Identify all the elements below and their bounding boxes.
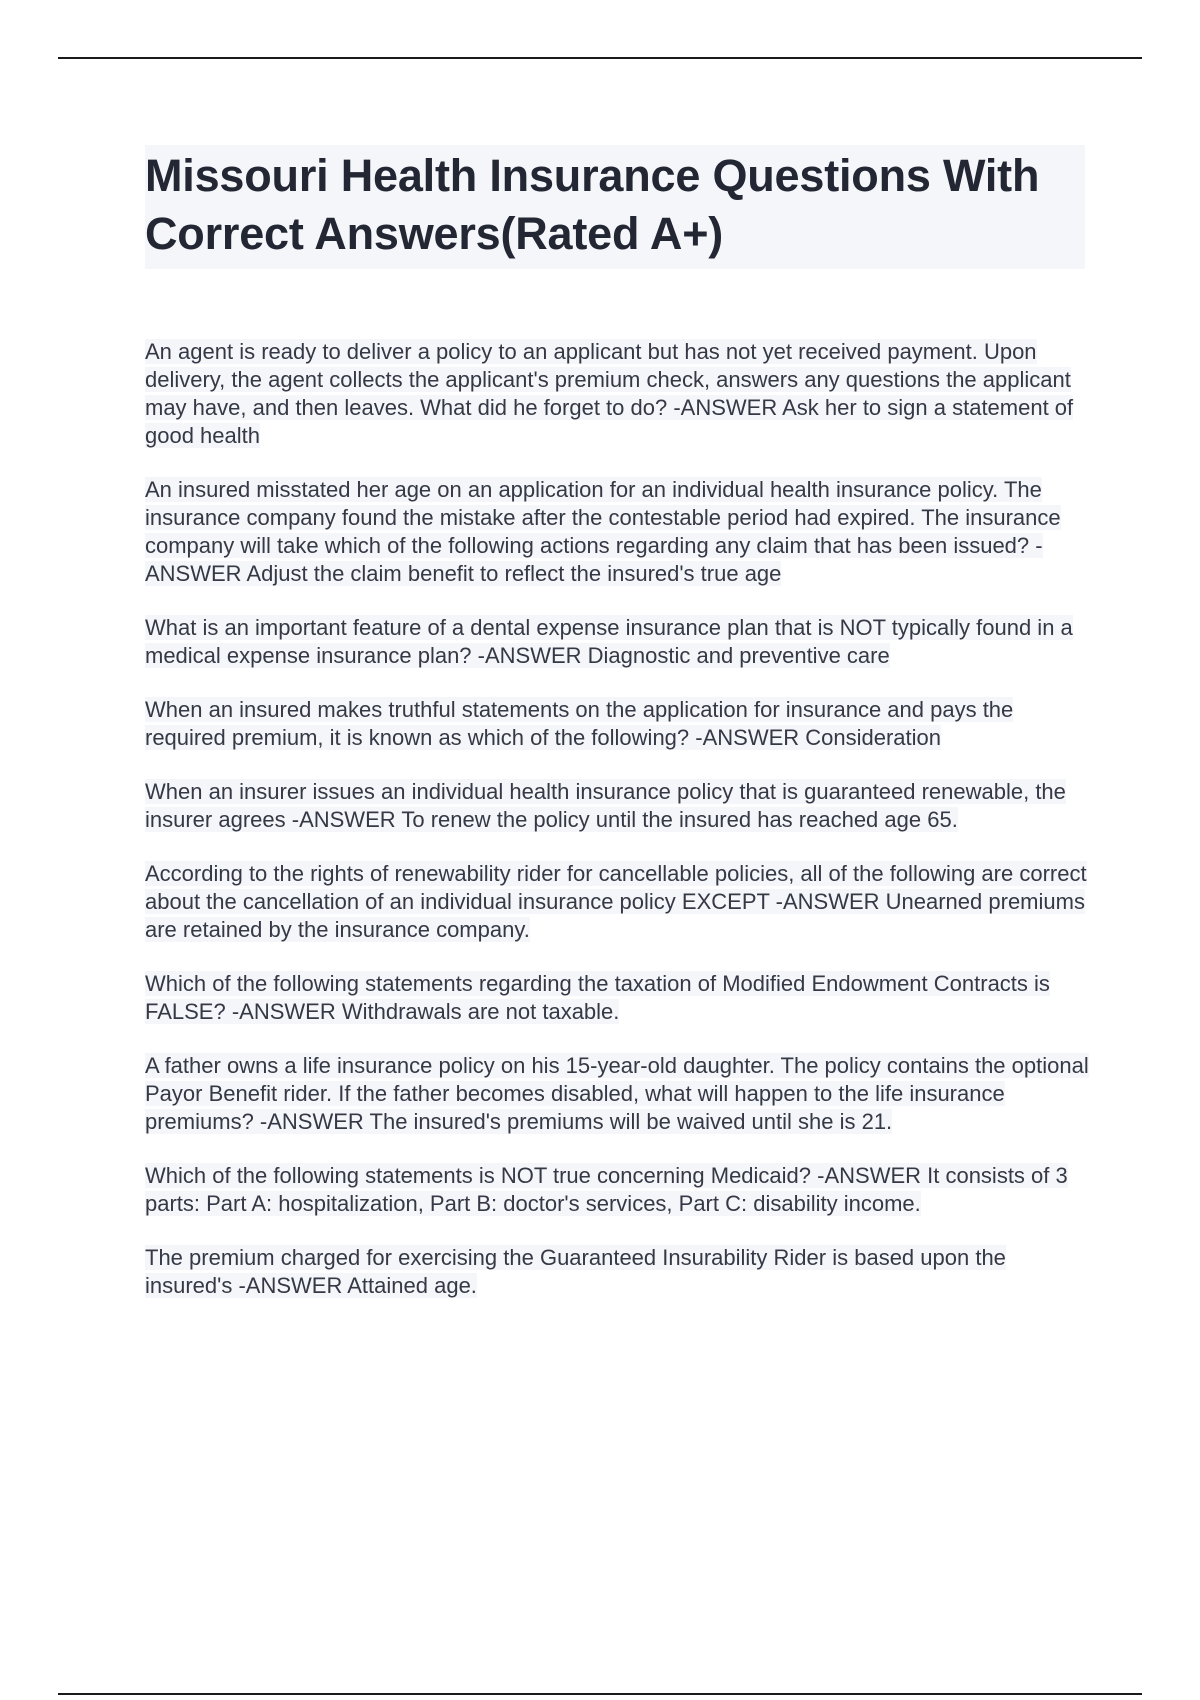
qa-item: [145, 1244, 1095, 1300]
qa-item: [145, 614, 1095, 670]
qa-list: [145, 338, 1095, 1326]
qa-item: [145, 476, 1095, 588]
qa-text: The premium charged for exercising the Guaranteed Insurability Rider is based upon the insured's -ANSWER Attained age.: [145, 1245, 1006, 1298]
qa-text: When an insured makes truthful statements on the application for insurance and pays the required premium, it is known as which of the following? -ANSWER Consideration: [145, 697, 1014, 750]
top-rule: [58, 57, 1142, 59]
qa-text: Which of the following statements regarding the taxation of Modified Endowment Contracts is FALSE? -ANSWER Withdrawals are not taxable.: [145, 971, 1050, 1024]
qa-text: When an insurer issues an individual health insurance policy that is guaranteed renewable, the insurer agrees -ANSWER To renew the policy until the insured has reached age 65.: [145, 779, 1066, 832]
qa-text: An insured misstated her age on an application for an individual health insurance policy. The insurance company found the mistake after the contestable period had expired. The insurance company will take which of the following actions regarding any claim that has been issued? -ANSWER Adjust the claim benefit to reflect the insured's true age: [145, 477, 1061, 586]
qa-item: [145, 338, 1095, 450]
qa-item: [145, 696, 1095, 752]
page-title: Missouri Health Insurance Questions With Correct Answers(Rated A+): [145, 150, 1040, 259]
bottom-rule: [58, 1693, 1142, 1695]
qa-item: [145, 970, 1095, 1026]
title-block: [145, 145, 1085, 269]
qa-item: [145, 778, 1095, 834]
qa-text: What is an important feature of a dental expense insurance plan that is NOT typically found in a medical expense insurance plan? -ANSWER Diagnostic and preventive care: [145, 615, 1073, 668]
qa-item: [145, 1052, 1095, 1136]
qa-item: [145, 860, 1095, 944]
qa-text: Which of the following statements is NOT true concerning Medicaid? -ANSWER It consists of 3 parts: Part A: hospitalization, Part B: doctor's services, Part C: disability income.: [145, 1163, 1068, 1216]
qa-text: A father owns a life insurance policy on his 15-year-old daughter. The policy contains the optional Payor Benefit rider. If the father becomes disabled, what will happen to the life insurance premiums? -ANSWER The insured's premiums will be waived until she is 21.: [145, 1053, 1089, 1134]
qa-text: An agent is ready to deliver a policy to an applicant but has not yet received payment. Upon delivery, the agent collects the applicant's premium check, answers any questions the applicant may have, and then leaves. What did he forget to do? -ANSWER Ask her to sign a statement of good health: [145, 339, 1074, 448]
qa-item: [145, 1162, 1095, 1218]
qa-text: According to the rights of renewability rider for cancellable policies, all of the following are correct about the cancellation of an individual insurance policy EXCEPT -ANSWER Unearned premiums are retained by the insurance company.: [145, 861, 1087, 942]
